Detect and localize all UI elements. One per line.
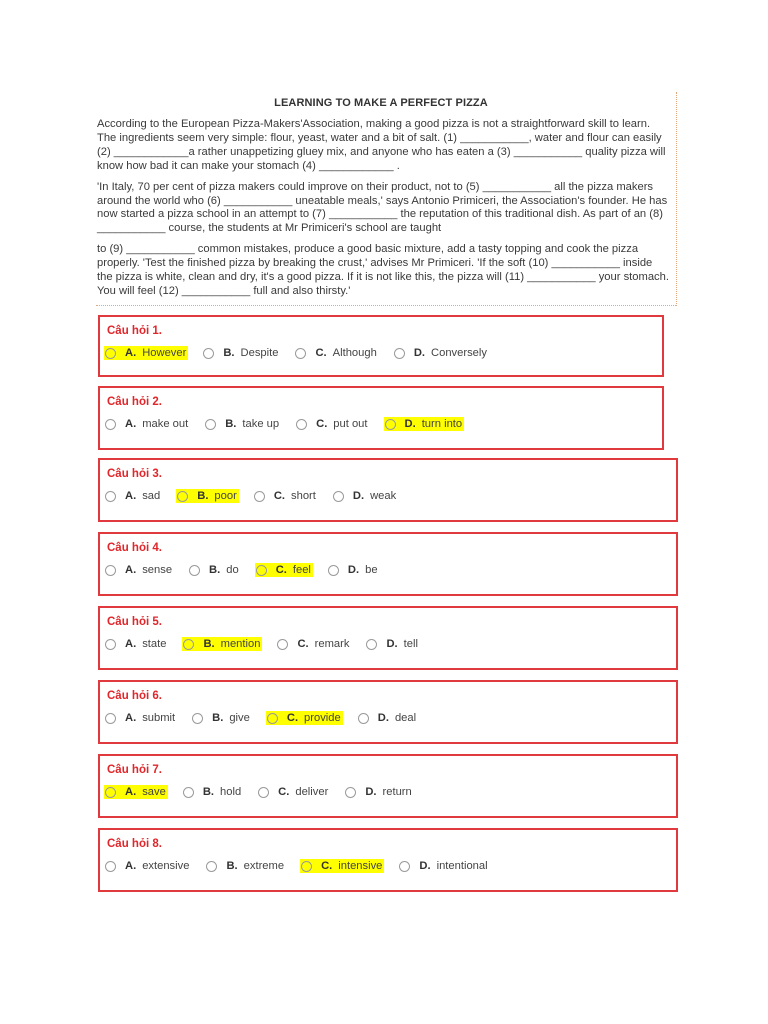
option-text: mention [220, 638, 261, 650]
answer-option-a[interactable] [104, 345, 188, 361]
answer-options [104, 710, 432, 726]
option-text: make out [142, 418, 189, 430]
radio-circle-icon[interactable] [192, 713, 203, 724]
answer-options [104, 345, 503, 361]
option-text: Although [332, 347, 377, 359]
radio-circle-icon[interactable] [295, 348, 306, 359]
option-highlight [104, 346, 188, 360]
radio-circle-icon[interactable] [301, 861, 312, 872]
answer-option-b[interactable] [182, 784, 243, 800]
question-label: Câu hỏi 3. [107, 468, 162, 480]
option-highlight [182, 637, 262, 651]
answer-option-c[interactable] [257, 784, 330, 800]
option-highlight [104, 417, 190, 431]
radio-circle-icon[interactable] [385, 419, 396, 430]
option-letter: D. [377, 712, 389, 724]
option-highlight [104, 711, 177, 725]
option-text: feel [292, 564, 311, 576]
option-letter: B. [203, 638, 215, 650]
option-letter: C. [297, 638, 309, 650]
question-label: Câu hỏi 1. [107, 325, 162, 337]
answer-option-d[interactable] [398, 858, 489, 874]
option-letter: A. [125, 490, 137, 502]
option-text: poor [214, 490, 237, 502]
question-card-6 [98, 680, 678, 744]
option-text: Despite [240, 347, 279, 359]
option-letter: B. [223, 347, 235, 359]
option-text: deliver [295, 786, 329, 798]
answer-option-c[interactable] [266, 710, 343, 726]
radio-circle-icon[interactable] [258, 787, 269, 798]
option-highlight [266, 711, 343, 725]
option-highlight [365, 637, 420, 651]
option-text: intentional [436, 860, 488, 872]
radio-circle-icon[interactable] [189, 565, 200, 576]
question-label: Câu hỏi 4. [107, 542, 162, 554]
option-text: tell [403, 638, 418, 650]
option-highlight [357, 711, 418, 725]
answer-option-b[interactable] [191, 710, 252, 726]
radio-circle-icon[interactable] [105, 348, 116, 359]
answer-option-b[interactable] [182, 636, 262, 652]
option-letter: A. [125, 347, 137, 359]
answer-option-a[interactable] [104, 636, 168, 652]
answer-option-a[interactable] [104, 488, 162, 504]
option-highlight [205, 859, 286, 873]
option-letter: D. [404, 418, 416, 430]
option-highlight [327, 563, 380, 577]
answer-option-c[interactable] [300, 858, 384, 874]
option-highlight [176, 489, 239, 503]
radio-circle-icon[interactable] [256, 565, 267, 576]
option-text: extreme [243, 860, 285, 872]
option-letter: A. [125, 564, 137, 576]
radio-circle-icon[interactable] [394, 348, 405, 359]
option-text: state [142, 638, 167, 650]
option-highlight [104, 563, 174, 577]
radio-circle-icon[interactable] [183, 639, 194, 650]
answer-option-c[interactable] [253, 488, 318, 504]
question-card-2 [98, 386, 664, 450]
radio-circle-icon[interactable] [333, 491, 344, 502]
option-letter: D. [347, 564, 360, 576]
option-letter: C. [286, 712, 299, 724]
passage-divider [96, 305, 676, 306]
answer-option-a[interactable] [104, 416, 190, 432]
answer-option-a[interactable] [104, 710, 177, 726]
radio-circle-icon[interactable] [105, 419, 116, 430]
question-label: Câu hỏi 5. [107, 616, 162, 628]
option-letter: B. [212, 712, 224, 724]
passage-paragraph-1: According to the European Pizza-Makers'Association, making a good pizza is not a straightforward skill to learn. The ingredients seem very simple: flour, yeast, water and a bit of salt. (1) ___________, water and flour can easily (2) ____________a rather unappetizing gluey mix, and anyone who has eaten a (3) ___________ quality pizza will know how bad it can make your stomach (4) ____________ . [97, 118, 666, 172]
option-text: hold [220, 786, 242, 798]
question-label: Câu hỏi 8. [107, 838, 162, 850]
radio-circle-icon[interactable] [183, 787, 194, 798]
option-letter: B. [197, 490, 209, 502]
answer-option-a[interactable] [104, 562, 174, 578]
passage-title: LEARNING TO MAKE A PERFECT PIZZA [274, 97, 488, 109]
question-card-7 [98, 754, 678, 818]
option-highlight [344, 785, 413, 799]
question-label: Câu hỏi 7. [107, 764, 162, 776]
radio-circle-icon[interactable] [205, 419, 216, 430]
option-highlight [332, 489, 398, 503]
option-letter: B. [209, 564, 221, 576]
radio-circle-icon[interactable] [105, 787, 116, 798]
option-text: put out [333, 418, 368, 430]
option-highlight [188, 563, 241, 577]
radio-circle-icon[interactable] [203, 348, 214, 359]
option-text: deal [394, 712, 417, 724]
option-highlight [384, 417, 465, 431]
radio-circle-icon[interactable] [105, 639, 116, 650]
answer-option-a[interactable] [104, 858, 191, 874]
option-text: return [382, 786, 412, 798]
option-text: provide [304, 712, 341, 724]
answer-option-a[interactable] [104, 784, 168, 800]
option-highlight [300, 859, 384, 873]
question-card-5 [98, 606, 678, 670]
answer-option-c[interactable] [295, 416, 369, 432]
option-text: sense [142, 564, 173, 576]
content-right-rule [676, 92, 677, 306]
radio-circle-icon[interactable] [399, 861, 410, 872]
question-card-3 [98, 458, 678, 522]
option-highlight [393, 346, 489, 360]
option-highlight [295, 417, 369, 431]
radio-circle-icon[interactable] [345, 787, 356, 798]
option-highlight [202, 346, 280, 360]
option-text: give [229, 712, 250, 724]
radio-circle-icon[interactable] [105, 491, 116, 502]
option-text: submit [142, 712, 176, 724]
answer-option-d[interactable] [344, 784, 413, 800]
answer-option-c[interactable] [294, 345, 378, 361]
radio-circle-icon[interactable] [254, 491, 265, 502]
option-text: short [291, 490, 316, 502]
option-text: sad [142, 490, 161, 502]
option-letter: D. [386, 638, 398, 650]
option-highlight [104, 859, 191, 873]
option-highlight [204, 417, 281, 431]
radio-circle-icon[interactable] [105, 861, 116, 872]
passage [97, 118, 669, 299]
option-letter: B. [226, 860, 238, 872]
option-letter: D. [419, 860, 431, 872]
question-card-4 [98, 532, 678, 596]
option-highlight [104, 785, 168, 799]
radio-circle-icon[interactable] [105, 713, 116, 724]
radio-circle-icon[interactable] [366, 639, 377, 650]
answer-option-b[interactable] [205, 858, 286, 874]
option-highlight [104, 489, 162, 503]
radio-circle-icon[interactable] [267, 713, 278, 724]
radio-circle-icon[interactable] [358, 713, 369, 724]
option-letter: B. [225, 418, 237, 430]
option-text: be [365, 564, 378, 576]
option-highlight [276, 637, 351, 651]
option-letter: A. [125, 418, 137, 430]
option-highlight [104, 637, 168, 651]
question-card-1 [98, 315, 664, 377]
option-text: intensive [338, 860, 383, 872]
answer-option-d[interactable] [365, 636, 420, 652]
option-letter: B. [202, 786, 215, 798]
option-letter: A. [125, 860, 137, 872]
option-text: weak [370, 490, 397, 502]
question-label: Câu hỏi 6. [107, 690, 162, 702]
answer-option-d[interactable] [393, 345, 489, 361]
radio-circle-icon[interactable] [177, 491, 188, 502]
option-highlight [398, 859, 489, 873]
option-letter: A. [125, 712, 137, 724]
radio-circle-icon[interactable] [277, 639, 288, 650]
option-text: take up [242, 418, 280, 430]
option-highlight [255, 563, 313, 577]
option-text: remark [314, 638, 350, 650]
question-card-8 [98, 828, 678, 892]
answer-option-b[interactable] [188, 562, 241, 578]
option-highlight [257, 785, 330, 799]
radio-circle-icon[interactable] [206, 861, 217, 872]
passage-paragraph-3: to (9) ___________ common mistakes, produce a good basic mixture, add a tasty topping and cook the pizza properly. 'Test the finished pizza by breaking the crust,' advises Mr Primiceri. 'If the soft (10) ___________ inside the pizza is white, clean and dry, it's a good pizza. If it is not like this, the pizza will (11) ___________ your stomach. You will feel (12) ___________ full and also thirsty.' [97, 243, 669, 297]
option-letter: D. [413, 347, 426, 359]
option-letter: D. [352, 490, 365, 502]
answer-option-d[interactable] [384, 416, 465, 432]
option-text: do [226, 564, 239, 576]
radio-circle-icon[interactable] [328, 565, 339, 576]
answer-option-c[interactable] [255, 562, 313, 578]
answer-option-b[interactable] [202, 345, 280, 361]
answer-option-b[interactable] [176, 488, 239, 504]
answer-options [104, 488, 412, 504]
option-highlight [191, 711, 252, 725]
option-letter: C. [321, 860, 333, 872]
option-highlight [253, 489, 318, 503]
option-letter: C. [316, 418, 328, 430]
option-text: save [142, 786, 166, 798]
answer-options [104, 858, 504, 874]
answer-option-d[interactable] [357, 710, 418, 726]
option-letter: C. [273, 490, 286, 502]
answer-option-b[interactable] [204, 416, 281, 432]
option-letter: D. [365, 786, 377, 798]
option-highlight [294, 346, 378, 360]
option-text: turn into [421, 418, 463, 430]
answer-option-d[interactable] [332, 488, 398, 504]
passage-paragraph-2: 'In Italy, 70 per cent of pizza makers could improve on their product, not to (5) ___________ all the pizza makers around the world who (6) ___________ uneatable meals,' says Antonio Primiceri, the Association's founder. He has now started a pizza school in an attempt to (7) ___________ the reputation of this traditional dish. As part of an (8) ___________ course, the students at Mr Primiceri's school are taught [97, 180, 668, 235]
radio-circle-icon[interactable] [105, 565, 116, 576]
answer-options [104, 636, 434, 652]
option-letter: C. [315, 347, 327, 359]
answer-options [104, 784, 428, 800]
answer-options [104, 562, 394, 578]
radio-circle-icon[interactable] [296, 419, 307, 430]
answer-option-c[interactable] [276, 636, 351, 652]
answer-options [104, 416, 478, 432]
option-letter: C. [278, 786, 290, 798]
option-letter: A. [125, 786, 137, 798]
option-text: However [142, 347, 187, 359]
option-letter: A. [125, 638, 137, 650]
option-text: Conversely [431, 347, 487, 359]
option-text: extensive [142, 860, 190, 872]
answer-option-d[interactable] [327, 562, 380, 578]
question-label: Câu hỏi 2. [107, 396, 162, 408]
option-letter: C. [275, 564, 287, 576]
option-highlight [182, 785, 243, 799]
